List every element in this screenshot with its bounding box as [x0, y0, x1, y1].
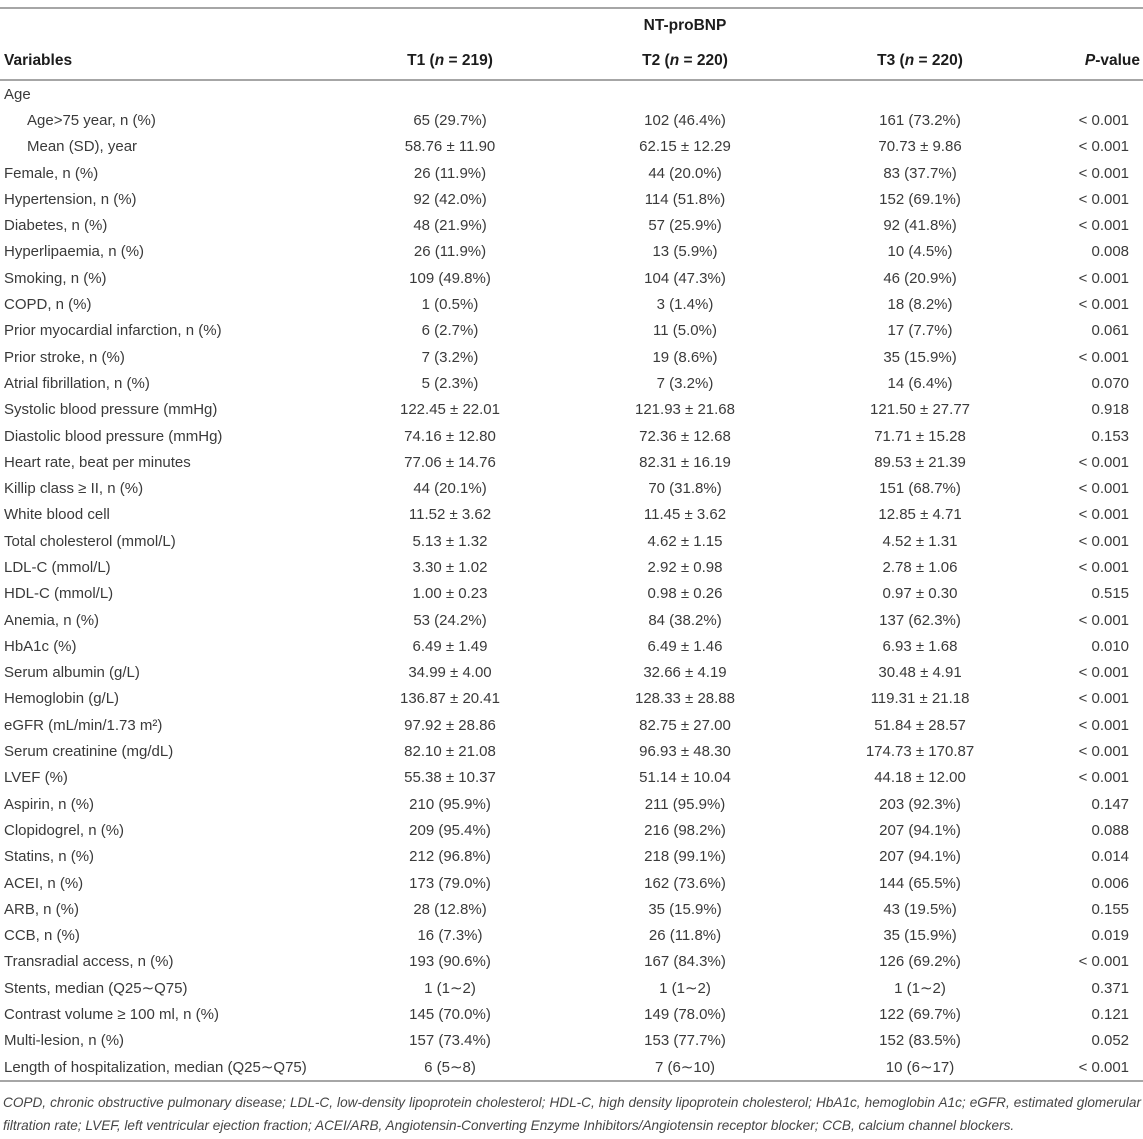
- variable-label: Length of hospitalization, median (Q25∼Q75): [4, 1059, 307, 1077]
- column-header-variables: Variables: [4, 51, 73, 69]
- column-header-pvalue: [1015, 42, 1143, 80]
- t1-value-cell: 122.45 ± 22.01: [400, 401, 500, 419]
- p-value-cell: < 0.001: [1078, 190, 1130, 208]
- t2-value-cell: 102 (46.4%): [644, 111, 726, 129]
- t2-value-cell: 167 (84.3%): [644, 953, 726, 971]
- p-value-cell: 0.147: [1091, 795, 1130, 813]
- t3-value-cell: 152 (69.1%): [879, 190, 961, 208]
- table-row: [0, 1028, 1143, 1054]
- t1-value-cell: 16 (7.3%): [417, 927, 483, 945]
- t3-value-cell: 44.18 ± 12.00: [874, 769, 966, 787]
- t3-value-cell: 6.93 ± 1.68: [882, 637, 958, 655]
- t2-value-cell: 114 (51.8%): [644, 190, 726, 208]
- variable-label: Clopidogrel, n (%): [4, 821, 125, 839]
- t3-value-cell: 35 (15.9%): [883, 348, 957, 366]
- table-row: [0, 397, 1143, 423]
- variable-label: Total cholesterol (mmol/L): [4, 532, 176, 550]
- column-header-t2: [545, 42, 825, 80]
- t1-value-cell: 53 (24.2%): [413, 611, 487, 629]
- p-value-cell: < 0.001: [1078, 269, 1130, 287]
- table-row: [0, 765, 1143, 791]
- variable-label: Heart rate, beat per minutes: [4, 453, 191, 471]
- variable-label: Atrial fibrillation, n (%): [4, 374, 150, 392]
- t1-value-cell: 109 (49.8%): [409, 269, 491, 287]
- t1-value-cell: 1.00 ± 0.23: [412, 585, 488, 603]
- t2-n-italic: n: [669, 51, 680, 69]
- variable-label: Stents, median (Q25∼Q75): [4, 980, 188, 998]
- variable-label: Serum creatinine (mg/dL): [4, 743, 174, 761]
- table-row: [0, 975, 1143, 1001]
- table-row: [0, 1054, 1143, 1081]
- t2-value-cell: 6.49 ± 1.46: [647, 637, 723, 655]
- table-header: [0, 8, 1143, 80]
- column-header-t1: [355, 42, 545, 80]
- variable-label: HDL-C (mmol/L): [4, 585, 114, 603]
- variable-label: Diabetes, n (%): [4, 217, 108, 235]
- t2-value-cell: 11.45 ± 3.62: [643, 506, 727, 524]
- table-row: [0, 660, 1143, 686]
- t2-value-cell: 13 (5.9%): [652, 243, 718, 261]
- table-row: [0, 265, 1143, 291]
- t2-value-cell: 162 (73.6%): [644, 874, 726, 892]
- p-value-cell: < 0.001: [1078, 138, 1130, 156]
- p-value-cell: < 0.001: [1078, 164, 1130, 182]
- variable-label: Mean (SD), year: [27, 138, 138, 156]
- p-value-cell: < 0.001: [1078, 953, 1130, 971]
- t2-value-cell: [545, 80, 825, 107]
- variable-label: White blood cell: [4, 506, 110, 524]
- table-row: [0, 528, 1143, 554]
- p-value-cell: 0.121: [1091, 1006, 1130, 1024]
- table-row: [0, 449, 1143, 475]
- t3-value-cell: 126 (69.2%): [879, 953, 961, 971]
- variable-label: ARB, n (%): [4, 900, 80, 918]
- p-value-cell: < 0.001: [1078, 506, 1130, 524]
- t1-value-cell: 212 (96.8%): [409, 848, 491, 866]
- t2-value-cell: 70 (31.8%): [648, 480, 722, 498]
- t3-value-cell: 203 (92.3%): [879, 795, 961, 813]
- table-row: [0, 896, 1143, 922]
- table-row: [0, 817, 1143, 843]
- p-value-cell: < 0.001: [1078, 480, 1130, 498]
- t3-value-cell: 30.48 ± 4.91: [878, 664, 962, 682]
- p-value-cell: < 0.001: [1078, 453, 1130, 471]
- t2-value-cell: 3 (1.4%): [656, 296, 714, 314]
- t3-value-cell: 17 (7.7%): [887, 322, 953, 340]
- t2-value-cell: 44 (20.0%): [648, 164, 722, 182]
- t3-value-cell: 10 (4.5%): [887, 243, 953, 261]
- p-value-cell: 0.010: [1091, 637, 1130, 655]
- t1-value-cell: 157 (73.4%): [409, 1032, 491, 1050]
- t3-value-cell: 46 (20.9%): [883, 269, 957, 287]
- table-row: [0, 186, 1143, 212]
- variable-label: CCB, n (%): [4, 927, 80, 945]
- p-value-cell: 0.088: [1091, 821, 1130, 839]
- t3-value-cell: 12.85 ± 4.71: [878, 506, 962, 524]
- table-row: [0, 239, 1143, 265]
- variable-label: Transradial access, n (%): [4, 953, 174, 971]
- t3-value-cell: 71.71 ± 15.28: [874, 427, 966, 445]
- variable-label: Age>75 year, n (%): [27, 111, 156, 129]
- t1-value-cell: 74.16 ± 12.80: [404, 427, 496, 445]
- t3-value-cell: 1 (1∼2): [894, 980, 946, 998]
- variable-label: Systolic blood pressure (mmHg): [4, 401, 218, 419]
- t3-value-cell: 35 (15.9%): [883, 927, 957, 945]
- t1-value-cell: [355, 80, 545, 107]
- t1-value-cell: 55.38 ± 10.37: [404, 769, 496, 787]
- t2-value-cell: 51.14 ± 10.04: [639, 769, 731, 787]
- t3-value-cell: 2.78 ± 1.06: [882, 558, 958, 576]
- t2-value-cell: 57 (25.9%): [648, 217, 722, 235]
- t3-value-cell: 0.97 ± 0.30: [882, 585, 958, 603]
- p-value-cell: 0.070: [1091, 374, 1130, 392]
- variable-label: Prior myocardial infarction, n (%): [4, 322, 222, 340]
- t2-value-cell: 32.66 ± 4.19: [643, 664, 727, 682]
- t2-value-cell: 72.36 ± 12.68: [639, 427, 731, 445]
- t1-value-cell: 5 (2.3%): [421, 374, 479, 392]
- p-value-cell: 0.019: [1091, 927, 1130, 945]
- table-row: [0, 870, 1143, 896]
- variable-label: Killip class ≥ II, n (%): [4, 480, 144, 498]
- t3-value-cell: 151 (68.7%): [879, 480, 961, 498]
- variable-label: HbA1c (%): [4, 637, 77, 655]
- characteristics-table: [0, 7, 1143, 1082]
- t2-value-cell: 1 (1∼2): [659, 980, 711, 998]
- table-row: [0, 923, 1143, 949]
- t3-value-cell: 144 (65.5%): [879, 874, 961, 892]
- p-value-cell: 0.918: [1091, 401, 1130, 419]
- p-value-cell: < 0.001: [1078, 769, 1130, 787]
- t3-value-cell: 122 (69.7%): [879, 1006, 961, 1024]
- t2-value-cell: 128.33 ± 28.88: [635, 690, 735, 708]
- table-row: [0, 475, 1143, 501]
- t2-value-cell: 96.93 ± 48.30: [639, 743, 731, 761]
- table-row: [0, 791, 1143, 817]
- table-row: [0, 686, 1143, 712]
- column-header-row: [0, 42, 1143, 80]
- table-row: [0, 738, 1143, 764]
- variable-label: Serum albumin (g/L): [4, 664, 140, 682]
- t3-value-cell: 137 (62.3%): [879, 611, 961, 629]
- t1-value-cell: 193 (90.6%): [409, 953, 491, 971]
- t2-value-cell: 82.75 ± 27.00: [639, 716, 731, 734]
- t3-value-cell: 10 (6∼17): [885, 1059, 955, 1077]
- p-value-cell: 0.014: [1091, 848, 1130, 866]
- t1-n-italic: n: [434, 51, 445, 69]
- t2-value-cell: 62.15 ± 12.29: [639, 138, 731, 156]
- t1-pre: T1 (: [407, 51, 435, 69]
- t1-value-cell: 1 (0.5%): [421, 296, 479, 314]
- t3-value-cell: 14 (6.4%): [887, 374, 953, 392]
- p-value-cell: [1015, 80, 1143, 107]
- t1-value-cell: 77.06 ± 14.76: [404, 453, 496, 471]
- table-row: [0, 949, 1143, 975]
- t2-value-cell: 26 (11.8%): [648, 927, 722, 945]
- p-value-cell: 0.371: [1091, 979, 1130, 997]
- table-body: [0, 80, 1143, 1081]
- variable-label: Multi-lesion, n (%): [4, 1032, 125, 1050]
- t3-value-cell: [825, 80, 1015, 107]
- t3-value-cell: 51.84 ± 28.57: [874, 716, 966, 734]
- t2-value-cell: 7 (6∼10): [654, 1059, 716, 1077]
- t1-value-cell: 209 (95.4%): [409, 821, 491, 839]
- t2-value-cell: 104 (47.3%): [644, 269, 726, 287]
- variable-label: Anemia, n (%): [4, 611, 100, 629]
- t1-value-cell: 48 (21.9%): [413, 217, 487, 235]
- p-italic: P: [1084, 51, 1096, 69]
- t1-value-cell: 97.92 ± 28.86: [404, 716, 496, 734]
- t1-value-cell: 1 (1∼2): [424, 980, 476, 998]
- p-value-cell: 0.153: [1091, 427, 1130, 445]
- t3-value-cell: 4.52 ± 1.31: [882, 532, 958, 550]
- t3-post: = 220): [914, 51, 963, 69]
- t3-value-cell: 161 (73.2%): [879, 111, 961, 129]
- table-row: [0, 160, 1143, 186]
- t1-value-cell: 145 (70.0%): [409, 1006, 491, 1024]
- table-row: [0, 318, 1143, 344]
- t2-value-cell: 211 (95.9%): [644, 795, 726, 813]
- p-value-cell: 0.155: [1091, 900, 1130, 918]
- variable-label: eGFR (mL/min/1.73 m²): [4, 716, 163, 734]
- p-value-cell: 0.515: [1091, 585, 1130, 603]
- variable-label: Prior stroke, n (%): [4, 348, 125, 366]
- p-value-cell: < 0.001: [1078, 217, 1130, 235]
- p-value-cell: < 0.001: [1078, 348, 1130, 366]
- p-value-cell: 0.052: [1091, 1032, 1130, 1050]
- t1-value-cell: 7 (3.2%): [421, 348, 479, 366]
- t1-value-cell: 210 (95.9%): [409, 795, 491, 813]
- t1-value-cell: 6 (2.7%): [421, 322, 479, 340]
- variable-label: Statins, n (%): [4, 848, 95, 866]
- table-row: [0, 134, 1143, 160]
- p-value-cell: 0.008: [1091, 243, 1130, 261]
- t2-value-cell: 84 (38.2%): [648, 611, 722, 629]
- table-row: [0, 370, 1143, 396]
- t2-post: = 220): [679, 51, 728, 69]
- variable-label: Aspirin, n (%): [4, 795, 95, 813]
- t1-value-cell: 11.52 ± 3.62: [408, 506, 492, 524]
- table-row: [0, 344, 1143, 370]
- t2-value-cell: 2.92 ± 0.98: [647, 558, 723, 576]
- t1-value-cell: 58.76 ± 11.90: [404, 138, 496, 156]
- t3-value-cell: 43 (19.5%): [883, 900, 957, 918]
- t1-value-cell: 34.99 ± 4.00: [408, 664, 492, 682]
- p-value-cell: < 0.001: [1078, 1058, 1130, 1076]
- table-row: [0, 1001, 1143, 1027]
- t3-n-italic: n: [904, 51, 915, 69]
- t1-value-cell: 3.30 ± 1.02: [412, 558, 488, 576]
- t3-value-cell: 18 (8.2%): [887, 296, 953, 314]
- table-spanner-ntprobnp: NT-proBNP: [643, 16, 727, 34]
- t3-value-cell: 70.73 ± 9.86: [878, 138, 962, 156]
- p-value-cell: < 0.001: [1078, 743, 1130, 761]
- spanner-spacer-left: [0, 8, 355, 42]
- t1-value-cell: 6 (5∼8): [424, 1059, 476, 1077]
- t1-value-cell: 44 (20.1%): [413, 480, 487, 498]
- table-row: [0, 607, 1143, 633]
- t3-value-cell: 119.31 ± 21.18: [870, 690, 970, 708]
- t2-value-cell: 153 (77.7%): [644, 1032, 726, 1050]
- table-row: [0, 581, 1143, 607]
- t2-pre: T2 (: [642, 51, 670, 69]
- t3-value-cell: 121.50 ± 27.77: [870, 401, 970, 419]
- t2-value-cell: 121.93 ± 21.68: [635, 401, 735, 419]
- spanner-spacer-right: [1015, 8, 1143, 42]
- p-value-cell: < 0.001: [1078, 690, 1130, 708]
- group-row: [0, 80, 1143, 107]
- t2-value-cell: 149 (78.0%): [644, 1006, 726, 1024]
- t1-value-cell: 173 (79.0%): [409, 874, 491, 892]
- t3-pre: T3 (: [877, 51, 905, 69]
- table-row: [0, 502, 1143, 528]
- variable-label: LVEF (%): [4, 769, 68, 787]
- t2-value-cell: 35 (15.9%): [648, 900, 722, 918]
- p-value-cell: < 0.001: [1078, 611, 1130, 629]
- t2-value-cell: 7 (3.2%): [656, 374, 714, 392]
- p-value-cell: 0.006: [1091, 874, 1130, 892]
- variable-label: Hemoglobin (g/L): [4, 690, 120, 708]
- variable-label: LDL-C (mmol/L): [4, 558, 111, 576]
- t2-value-cell: 82.31 ± 16.19: [639, 453, 731, 471]
- t1-value-cell: 65 (29.7%): [413, 111, 487, 129]
- variable-label: Diastolic blood pressure (mmHg): [4, 427, 223, 445]
- variable-label: Female, n (%): [4, 164, 99, 182]
- t3-value-cell: 92 (41.8%): [883, 217, 957, 235]
- t2-value-cell: 0.98 ± 0.26: [647, 585, 723, 603]
- table-row: [0, 633, 1143, 659]
- table-row: [0, 291, 1143, 317]
- t2-value-cell: 11 (5.0%): [653, 322, 717, 340]
- table-row: [0, 712, 1143, 738]
- column-header-t3: [825, 42, 1015, 80]
- variable-label: ACEI, n (%): [4, 874, 84, 892]
- t3-value-cell: 207 (94.1%): [879, 848, 961, 866]
- t3-value-cell: 89.53 ± 21.39: [874, 453, 966, 471]
- p-post: -value: [1095, 51, 1141, 69]
- t2-value-cell: 218 (99.1%): [644, 848, 726, 866]
- table-row: [0, 844, 1143, 870]
- variable-label: Age: [4, 85, 31, 103]
- t2-value-cell: 216 (98.2%): [644, 821, 726, 839]
- table-row: [0, 554, 1143, 580]
- p-value-cell: < 0.001: [1078, 296, 1130, 314]
- t1-value-cell: 5.13 ± 1.32: [412, 532, 488, 550]
- t3-value-cell: 152 (83.5%): [879, 1032, 961, 1050]
- table-row: [0, 212, 1143, 238]
- p-value-cell: < 0.001: [1078, 716, 1130, 734]
- p-value-cell: < 0.001: [1078, 532, 1130, 550]
- t1-value-cell: 136.87 ± 20.41: [400, 690, 500, 708]
- t2-value-cell: 19 (8.6%): [652, 348, 718, 366]
- variable-label: Hyperlipaemia, n (%): [4, 243, 145, 261]
- table-row: [0, 107, 1143, 133]
- t1-post: = 219): [444, 51, 493, 69]
- p-value-cell: < 0.001: [1078, 558, 1130, 576]
- t3-value-cell: 83 (37.7%): [883, 164, 957, 182]
- t1-value-cell: 28 (12.8%): [413, 900, 487, 918]
- table-footnote: COPD, chronic obstructive pulmonary disease; LDL-C, low-density lipoprotein cholesterol; HDL-C, high density lipoprotein cholesterol; HbA1c, hemoglobin A1c; eGFR, estimated glomerular filtration rate; LVEF, left ventricular ejection fraction; ACEI/ARB, Angiotensin-Converting Enzyme Inhibitors/Angiotensin receptor blocker; CCB, calcium channel blockers.: [3, 1095, 1141, 1134]
- variable-label: Hypertension, n (%): [4, 190, 137, 208]
- p-value-cell: 0.061: [1091, 322, 1130, 340]
- t1-value-cell: 82.10 ± 21.08: [404, 743, 496, 761]
- p-value-cell: < 0.001: [1078, 111, 1130, 129]
- t1-value-cell: 26 (11.9%): [413, 243, 487, 261]
- t3-value-cell: 174.73 ± 170.87: [865, 743, 975, 761]
- variable-label: COPD, n (%): [4, 296, 92, 314]
- p-value-cell: < 0.001: [1078, 664, 1130, 682]
- t2-value-cell: 4.62 ± 1.15: [647, 532, 723, 550]
- t1-value-cell: 6.49 ± 1.49: [412, 637, 488, 655]
- t1-value-cell: 26 (11.9%): [413, 164, 487, 182]
- table-row: [0, 423, 1143, 449]
- spanner-row: [0, 8, 1143, 42]
- t3-value-cell: 207 (94.1%): [879, 821, 961, 839]
- t1-value-cell: 92 (42.0%): [413, 190, 487, 208]
- variable-label: Contrast volume ≥ 100 ml, n (%): [4, 1006, 219, 1024]
- variable-label: Smoking, n (%): [4, 269, 107, 287]
